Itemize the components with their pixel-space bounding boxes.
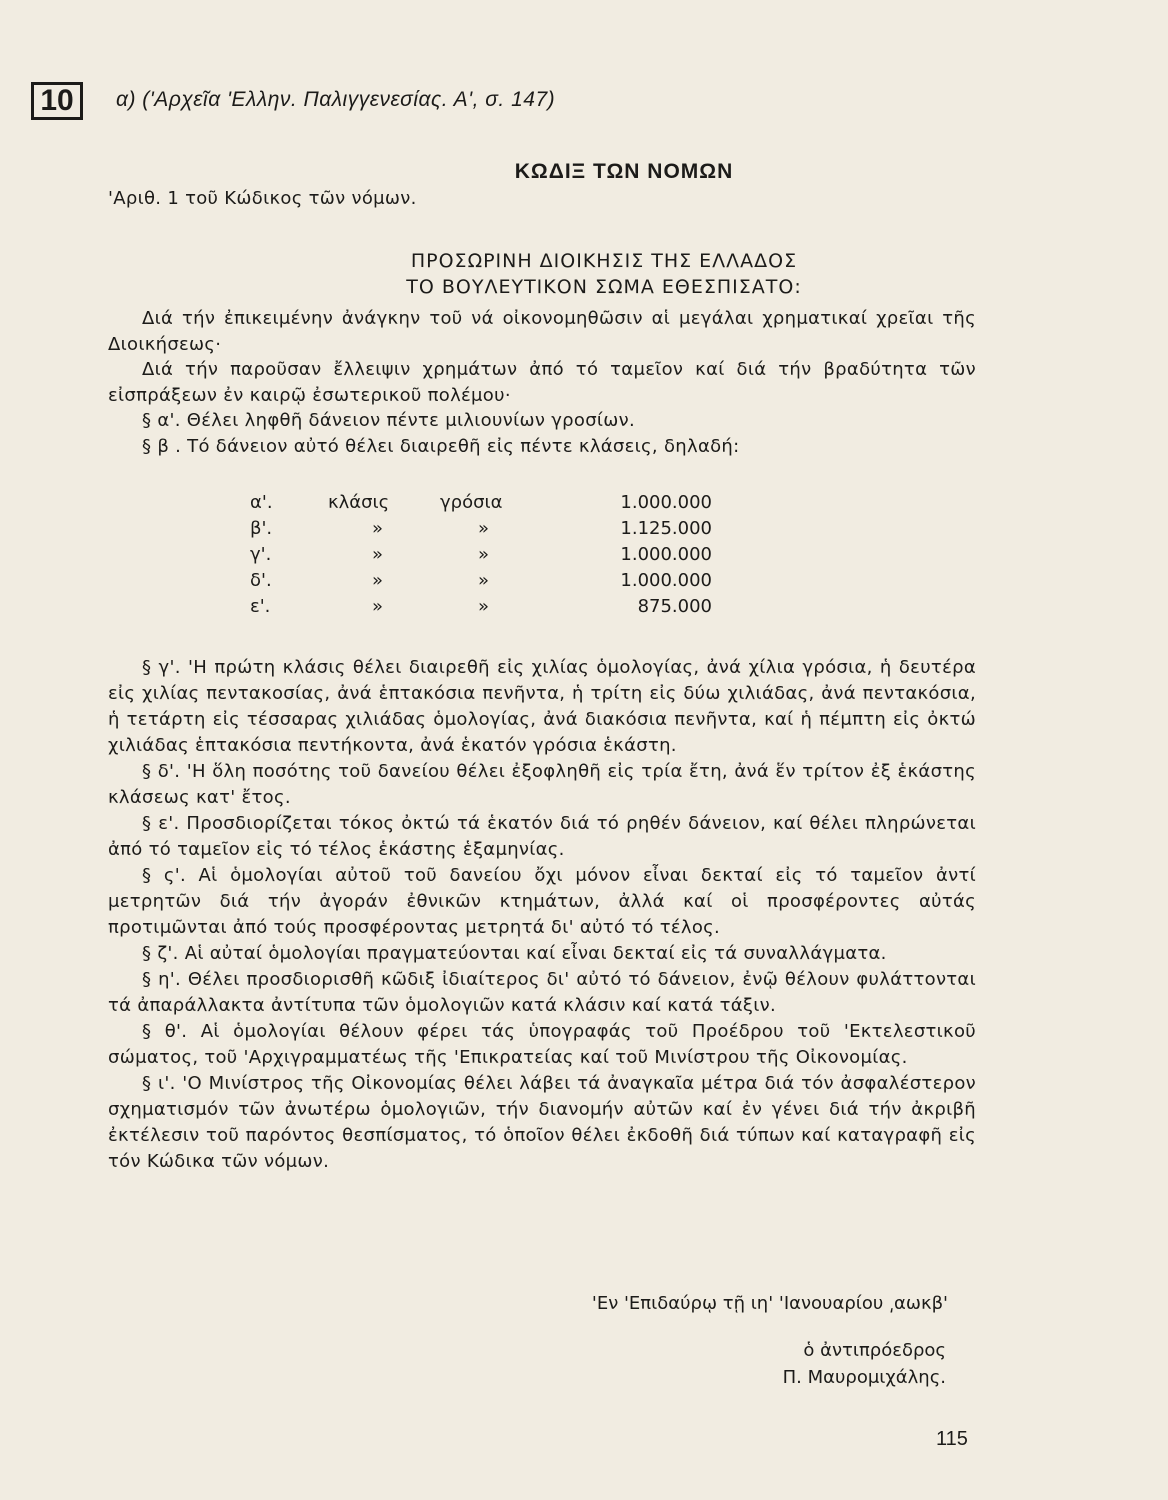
class-unit: γρόσια	[440, 492, 503, 513]
intro-paragraph: Διά τήν ἐπικειμένην ἀνάγκην τοῦ νά οἰκονομηθῶσιν αἱ μεγάλαι χρηματικαί χρεῖαι τῆς Διοικήσεως·	[108, 308, 976, 355]
article-theta: § θ'. Αἱ ὁμολογίαι θέλουν φέρει τάς ὑπογραφάς τοῦ Προέδρου τοῦ 'Εκτελεστικοῦ σώματος, τοῦ 'Αρχιγραμματέως τῆς 'Επικρατείας καί τοῦ Μινίστρου τῆς Οἰκονομίας.	[108, 1021, 976, 1068]
article-delta: § δ'. 'Η ὅλη ποσότης τοῦ δανείου θέλει ἐξοφληθῆ εἰς τρία ἔτη, ἀνά ἕν τρίτον ἐξ ἑκάστης κλάσεως κατ' ἔτος.	[108, 761, 976, 808]
class-row	[250, 516, 730, 542]
intro-text	[108, 306, 976, 459]
class-name: κλάσις	[328, 492, 390, 513]
articles-text	[108, 655, 976, 1175]
class-label: γ'.	[250, 544, 272, 565]
article-beta: § β . Τό δάνειον αὐτό θέλει διαιρεθῆ εἰς πέντε κλάσεις, δηλαδή:	[142, 435, 740, 457]
class-amount: 875.000	[637, 596, 712, 617]
chapter-number-box: 10	[31, 82, 83, 120]
code-number: 'Αριθ. 1 τοῦ Κώδικος τῶν νόμων.	[108, 188, 417, 209]
page-number: 115	[936, 1428, 968, 1450]
ditto-mark: »	[478, 596, 490, 617]
class-amount: 1.000.000	[620, 492, 712, 513]
signer-role: ὁ ἀντιπρόεδρος	[803, 1340, 946, 1361]
class-amount: 1.000.000	[620, 544, 712, 565]
heading-line-2: ΤΟ ΒΟΥΛΕΥΤΙΚΟΝ ΣΩΜΑ ΕΘΕΣΠΙΣΑΤΟ:	[406, 276, 802, 298]
class-label: α'.	[250, 492, 273, 513]
ditto-mark: »	[478, 570, 490, 591]
article-zeta: § ζ'. Αἱ αὐταί ὁμολογίαι πραγματεύονται καί εἶναι δεκταί εἰς τά συναλλάγματα.	[142, 943, 887, 964]
article-epsilon: § ε'. Προσδιορίζεται τόκος ὀκτώ τά ἑκατόν διά τό ρηθέν δάνειον, καί θέλει πληρώνεται ἀπό τό ταμεῖον εἰς τό τέλος ἑκάστης ἑξαμηνίας.	[108, 813, 976, 860]
article-eta: § η'. Θέλει προσδιορισθῆ κῶδιξ ἰδιαίτερος δι' αὐτό τό δάνειον, ἐνῷ θέλουν φυλάττονται τά ἀπαράλλακτα ἀντίτυπα τῶν ὁμολογιῶν κατά κλάσιν καί κατά τάξιν.	[108, 969, 976, 1016]
ditto-mark: »	[478, 544, 490, 565]
article-stigma: § ς'. Αἱ ὁμολογίαι αὐτοῦ τοῦ δανείου ὄχι μόνον εἶναι δεκταί εἰς τό ταμεῖον ἀντί μετρητῶν διά τήν ἀγοράν ἐθνικῶν κτημάτων, ἀλλά καί οἱ προσφέροντες αὐτάς προτιμῶνται ἀπό τούς προσφέροντας μετρητά δι' αὐτό τό τέλος.	[108, 865, 976, 938]
class-label: β'.	[250, 518, 273, 539]
signature-block	[783, 1337, 946, 1391]
signer-name: Π. Μαυρομιχάλης.	[782, 1367, 946, 1388]
heading-line-1: ΠΡΟΣΩΡΙΝΗ ΔΙΟΙΚΗΣΙΣ ΤΗΣ ΕΛΛΑΔΟΣ	[410, 250, 798, 272]
ditto-mark: »	[478, 518, 490, 539]
class-row	[250, 568, 730, 594]
class-amount: 1.000.000	[620, 570, 712, 591]
code-title: ΚΩΔΙΞ ΤΩΝ ΝΟΜΩΝ	[514, 160, 734, 183]
class-label: ε'.	[250, 596, 271, 617]
ditto-mark: »	[372, 544, 384, 565]
intro-paragraph: Διά τήν παροῦσαν ἔλλειψιν χρημάτων ἀπό τό ταμεῖον καί διά τήν βραδύτητα τῶν εἰσπράξεων ἐν καιρῷ ἐσωτερικοῦ πολέμου·	[108, 359, 976, 406]
article-alpha: § α'. Θέλει ληφθῆ δάνειον πέντε μιλιουνίων γροσίων.	[142, 410, 636, 431]
class-label: δ'.	[250, 570, 272, 591]
place-date-line: 'Εν 'Επιδαύρῳ τῇ ιη' 'Ιανουαρίου ͵αωκβ'	[591, 1293, 948, 1314]
class-row	[250, 594, 730, 620]
article-iota: § ι'. 'Ο Μινίστρος τῆς Οἰκονομίας θέλει λάβει τά ἀναγκαῖα μέτρα διά τόν ἀσφαλέστερον σχηματισμόν τῶν ἀνωτέρω ὁμολογιῶν, τήν διανομήν αὐτῶν καί ἐν γένει διά τήν ἀκριβῆ ἐκτέλεσιν τοῦ παρόντος θεσπίσματος, τό ὁποῖον θέλει ἐκδοθῆ διά τύπων καί καταγραφῆ εἰς τόν Κώδικα τῶν νόμων.	[108, 1073, 976, 1172]
ditto-mark: »	[372, 596, 384, 617]
article-gamma: § γ'. 'Η πρώτη κλάσις θέλει διαιρεθῆ εἰς χιλίας ὁμολογίας, ἀνά χίλια γρόσια, ἡ δευτέρα εἰς χιλίας πεντακοσίας, ἀνά ἑπτακόσια πενῆντα, ἡ τρίτη εἰς δύω χιλιάδας, ἀνά πεντακόσια, ἡ τετάρτη εἰς τέσσαρας χιλιάδας ὁμολογίας, ἀνά διακόσια πενῆντα, καί ἡ πέμπτη εἰς ὀκτώ χιλιάδας ἑπτακόσια πεντήκοντα, ἀνά ἑκατόν γρόσια ἑκάστη.	[108, 657, 976, 756]
class-row	[250, 542, 730, 568]
class-amount: 1.125.000	[620, 518, 712, 539]
class-row	[250, 490, 730, 516]
loan-classes-list	[250, 490, 730, 620]
ditto-mark: »	[372, 570, 384, 591]
source-citation: α) ('Αρχεῖα 'Ελλην. Παλιγγενεσίας. Α', σ. 147)	[116, 88, 556, 111]
ditto-mark: »	[372, 518, 384, 539]
